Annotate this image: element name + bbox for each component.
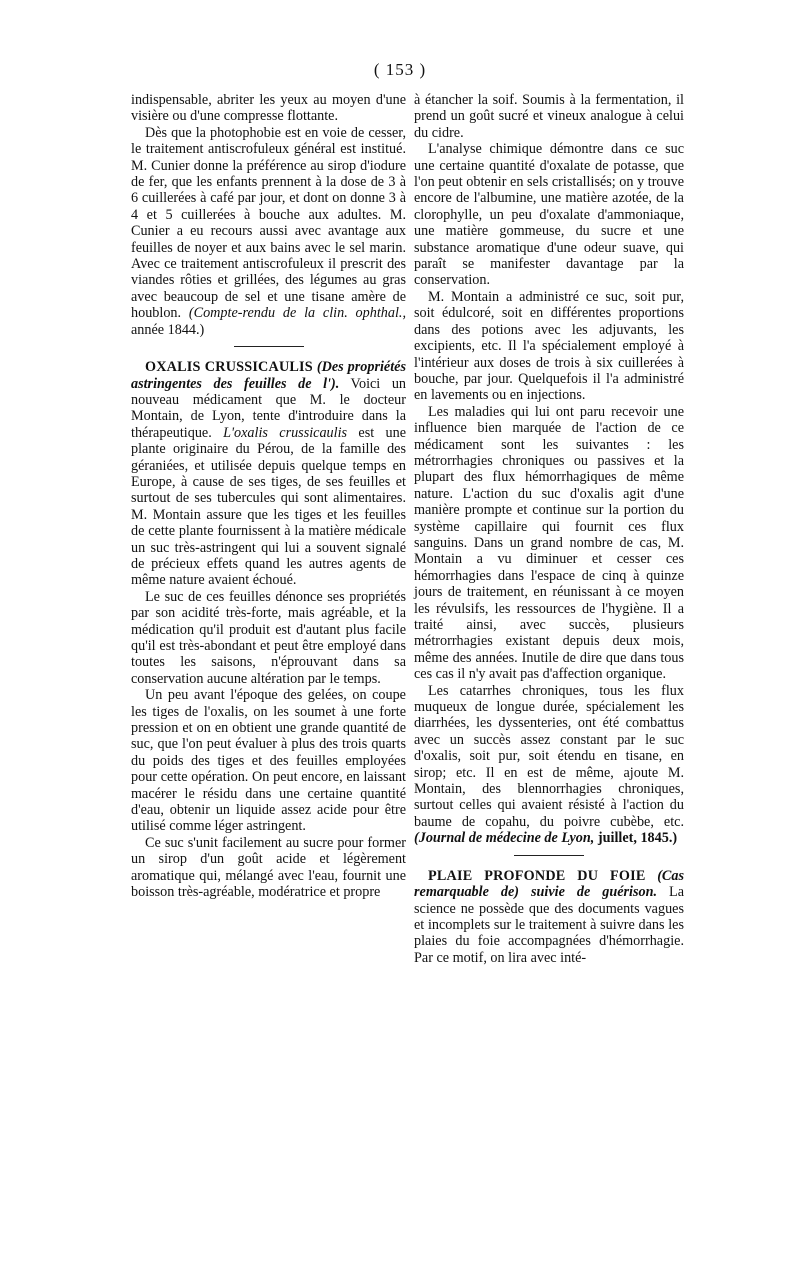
paragraph: Ce suc s'unit facilement au sucre pour former un sirop d'un goût acide et légèrement aromatique qui, mélangé avec l'eau, fournit une boisson très-agréable, modératrice et propre: [131, 834, 406, 901]
article-heading: PLAIE PROFONDE DU FOIE: [428, 867, 646, 884]
right-column: [414, 92, 684, 966]
page-number: ( 153 ): [373, 60, 427, 79]
paragraph: Les maladies qui lui ont paru recevoir une influence bien marquée de l'action de ce médicament sont les suivantes : les métrorrhagies chroniques ou passives et la plupart des flux hémorrhagiques de même nature. L'action du suc d'oxalis agit d'une manière prompte et continue sur la portion du système capillaire qui fournit ces flux sanguins. Dans un grand nombre de cas, M. Montain a vu diminuer et cesser ces hémorrhagies dans l'espace de cinq à quinze jours de traitement, en réunissant à ce moyen les révulsifs, les ressources de l'hygiène. Il a traité ainsi, avec succès, plusieurs métrorrhagies existant depuis deux mois, même des années. Inutile de dire que dans tous ces cas il n'y avait pas d'affection organique.: [414, 403, 684, 683]
paragraph: M. Montain a administré ce suc, soit pur, soit édulcoré, soit en différentes proportions dans des potions avec les adjuvants, les excipients, etc. Il l'a spécialement employé à l'intérieur aux doses de trois à six cuillerées à bouche, par jour. Quelquefois il l'a administré en lavements ou en injections.: [414, 288, 684, 404]
article-heading: OXALIS CRUSSICAULIS: [145, 359, 313, 376]
paragraph: [131, 125, 406, 338]
citation: (Compte-rendu de la clin. ophthal.,: [188, 305, 407, 322]
section-divider: [514, 855, 584, 856]
paragraph: indispensable, abriter les yeux au moyen d'une visière ou d'une compresse flottante.: [131, 92, 406, 125]
paragraph-text: La science ne possède que des documents vagues et incomplets sur le traitement à suivre dans les plaies du foie accompagnées d'hémorrhagie. Par ce motif, on lira avec inté-: [414, 884, 685, 966]
paragraph-text: Les catarrhes chroniques, tous les flux muqueux de longue durée, spécialement les diarrhées, les dyssenteries, ont été combattus avec un succès assez constant par le suc d'oxalis, soit pur, soit étendu en tisane, en sirop; etc. Il en est de même, ajoute M. Montain, des blennorrhagies chroniques, surtout celles qui avaient résisté à l'action du baume de copahu, du poivre cubèbe, etc.: [414, 682, 684, 830]
paragraph: Un peu avant l'époque des gelées, on coupe les tiges de l'oxalis, on les soumet à une forte pression et on en obtient une grande quantité de suc, que l'on peut évaluer à plus des trois quarts du poids des tiges et des feuilles employées pour cette opération. On peut encore, en laissant macérer le résidu dans une certaine quantité d'eau, obtenir un liquide assez acide pour être utilisé comme léger astringent.: [131, 687, 406, 835]
plant-name: L'oxalis crussicaulis: [223, 424, 348, 441]
article-paragraph: [131, 359, 406, 589]
paragraph: L'analyse chimique démontre dans ce suc une certaine quantité d'oxalate de potasse, que l'on peut obtenir en sels cristallisés; on y trouve encore de l'albumine, une matière azotée, de la clorophylle, un peu d'oxalate d'ammoniaque, une matière gommeuse, du sucre et une substance aromatique d'une odeur suave, qui paraît se manifester davantage par la conservation.: [414, 141, 684, 289]
citation-date: juillet, 1845.): [594, 830, 678, 847]
section-divider: [234, 346, 304, 347]
paragraph-text: est une plante originaire du Pérou, de la famille des géraniées, et utilisée depuis quelque temps en Europe, à cause de ses tiges, de ses feuilles et surtout de ses tubercules qui sont alimentaires. M. Montain assure que les tiges et les feuilles de cette plante fournissent à la matière médicale un suc très-astringent qui lui a souvent signalé de précieux effets quand les autres agents de même nature avaient échoué.: [131, 424, 406, 589]
paragraph: à étancher la soif. Soumis à la fermentation, il prend un goût sucré et vineux analogue à celui du cidre.: [414, 92, 684, 141]
citation: (Journal de médecine de Lyon,: [414, 830, 595, 847]
article-paragraph: [414, 868, 684, 966]
left-column: [131, 92, 406, 901]
paragraph-text: Voici un nouveau médicament que M. le docteur Montain, de Lyon, tente d'introduire dans la thérapeutique.: [131, 375, 407, 441]
article-subheading: (Cas remarquable de) suivie de guérison.: [414, 867, 685, 901]
paragraph-text: Dès que la photophobie est en voie de cesser, le traitement antiscrofuleux général est institué. M. Cunier donne la préférence au sirop d'iodure de fer, que les enfants prennent à la dose de 3 à 6 cuillerées à café par jour, et dont on donne 3 à 4 et 5 cuillerées à bouche aux adultes. M. Cunier a eu recours aussi avec avantage aux feuilles de noyer et aux bains avec le sel marin. Avec ce traitement antiscrofuleux il prescrit des viandes rôties et grillées, des légumes au gras avec beaucoup de sel et une tisane amère de houblon.: [131, 124, 406, 322]
paragraph: Le suc de ces feuilles dénonce ses propriétés par son acidité très-forte, mais agréable, et la médication qu'il produit est d'autant plus facile qu'il est très-abondant et peut être employé dans toutes les saisons, n'éprouvant dans sa conservation aucune altération par le temps.: [131, 588, 406, 687]
paragraph: [414, 683, 684, 847]
article-subheading: (Des propriétés astringentes des feuilles de l').: [131, 359, 406, 392]
citation-year: année 1844.): [131, 321, 205, 338]
